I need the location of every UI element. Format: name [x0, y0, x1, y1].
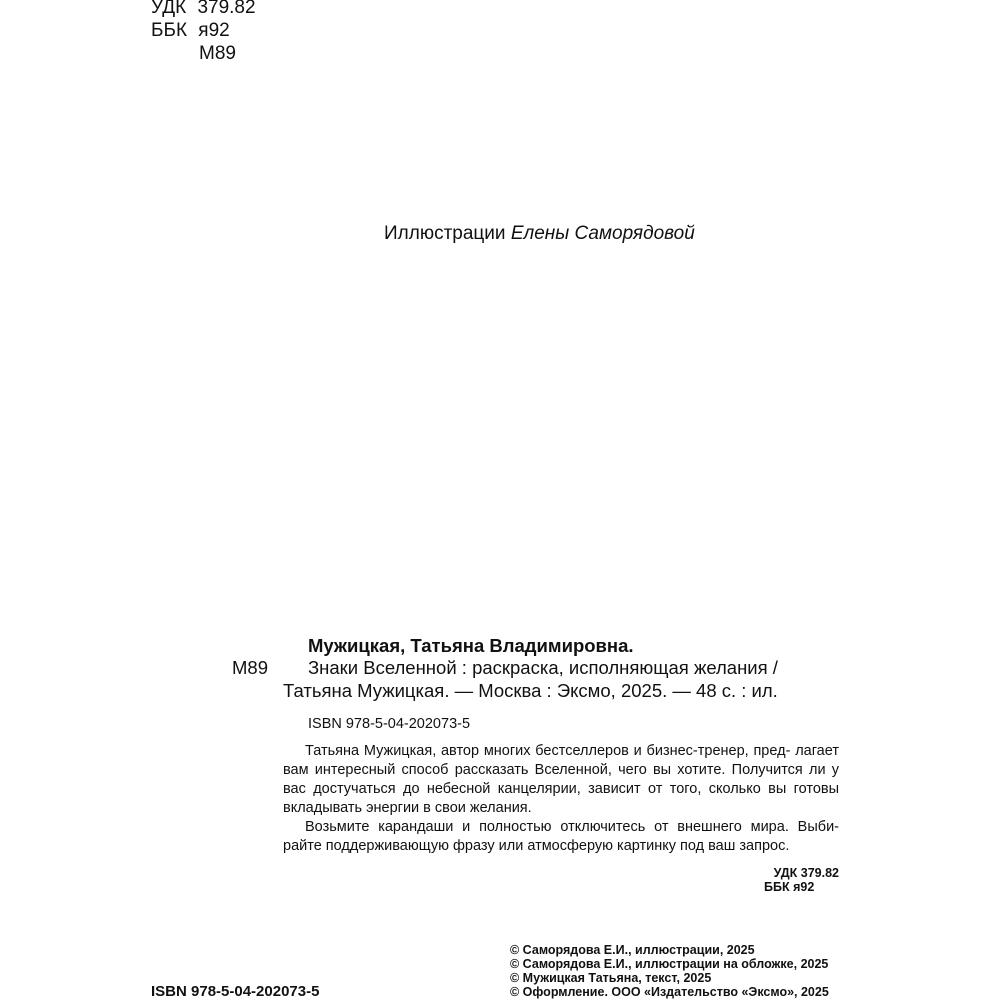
udk-value: 379.82 — [197, 0, 256, 18]
bbk-label: ББК — [151, 20, 188, 41]
abstract-paragraph-2 — [283, 818, 839, 856]
abstract-p1-line-2: лагает вам интересный способ рассказать Вселенной, чего вы хотите. — [283, 743, 839, 778]
catalog-udk: УДК 379.82 — [773, 866, 839, 880]
abstract-p2-line-2: райте поддерживающую фразу или атмосферую картинку под ваш запрос. — [283, 838, 790, 854]
catalog-title-line-1: Знаки Вселенной : раскраска, исполняющая желания / — [308, 657, 778, 678]
illustrator-name: Елены Саморядовой — [510, 223, 695, 244]
catalog-isbn: ISBN 978-5-04-202073-5 — [308, 716, 471, 732]
abstract-p1-line-1: Татьяна Мужицкая, автор многих бестселлеров и бизнес-тренер, пред- — [305, 743, 791, 759]
udk-header — [151, 0, 256, 19]
copyright-line-2: © Саморядова Е.И., иллюстрации на обложке, 2025 — [510, 957, 829, 971]
illustrations-credit — [384, 223, 695, 245]
copyright-line-3: © Мужицкая Татьяна, текст, 2025 — [510, 971, 712, 985]
catalog-author-mark: М89 — [232, 657, 268, 678]
catalog-abstract — [283, 742, 839, 856]
abstract-p2-line-1: Возьмите карандаши и полностью отключитесь от внешнего мира. Выби- — [305, 819, 839, 835]
abstract-paragraph-1 — [283, 742, 839, 818]
bbk-value: я92 — [198, 20, 230, 41]
udk-label: УДК — [151, 0, 187, 18]
catalog-bbk: ББК я92 — [764, 880, 815, 894]
abstract-p1-line-3: Получится ли у вас достучаться до небесной канцелярии, зависит от того, — [283, 762, 840, 797]
copyright-line-1: © Саморядова Е.И., иллюстрации, 2025 — [510, 943, 755, 957]
copyright-line-4: © Оформление. ООО «Издательство «Эксмо», 2025 — [510, 985, 829, 999]
author-mark-header: М89 — [199, 43, 236, 64]
bbk-header — [151, 20, 230, 42]
abstract-p1-line-4: сколько вы готовы вкладывать энергии в свои желания. — [283, 781, 840, 816]
catalog-title-line-2: Татьяна Мужицкая. — Москва : Эксмо, 2025. — 48 с. : ил. — [283, 680, 778, 701]
illustrations-label: Иллюстрации — [384, 223, 506, 244]
catalog-author-heading: Мужицкая, Татьяна Владимировна. — [308, 635, 634, 656]
footer-isbn: ISBN 978-5-04-202073-5 — [151, 983, 320, 1000]
